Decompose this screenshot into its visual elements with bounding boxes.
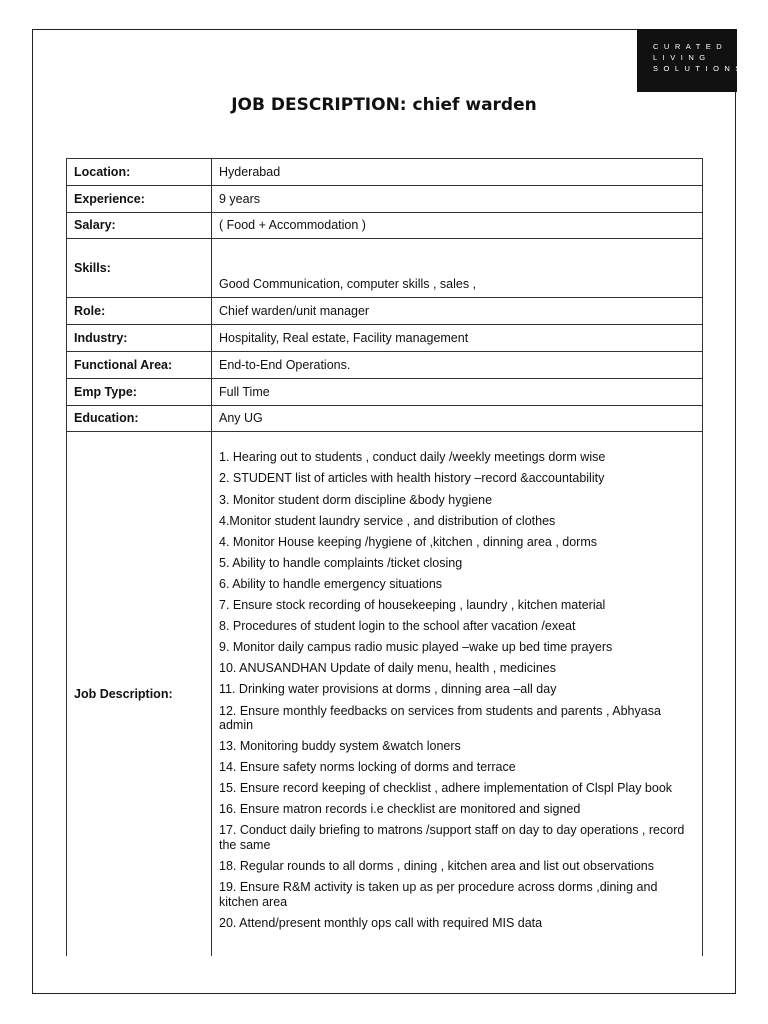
logo-line: LIVING [653,53,711,62]
job-description-label: Job Description: [67,432,212,957]
row-value: Good Communication, computer skills , sales , [212,239,703,298]
list-item: 13. Monitoring buddy system &watch loners [219,739,461,754]
list-item: 18. Regular rounds to all dorms , dining , kitchen area and list out observations [219,859,654,874]
list-item: 14. Ensure safety norms locking of dorms and terrace [219,760,516,775]
table-row [67,325,703,352]
list-item: 6. Ability to handle emergency situations [219,576,443,591]
row-value: Hyderabad [212,159,703,186]
row-value: ( Food + Accommodation ) [212,212,703,239]
list-item: 9. Monitor daily campus radio music played –wake up bed time prayers [219,640,613,655]
list-item: 16. Ensure matron records i.e checklist are monitored and signed [219,802,581,817]
row-label: Skills: [67,239,212,298]
list-item: 11. Drinking water provisions at dorms , dinning area –all day [219,682,557,697]
row-value: Any UG [212,405,703,432]
page-title: JOB DESCRIPTION: chief warden [231,95,537,115]
list-item: 12. Ensure monthly feedbacks on services from students and parents , Abhyasa admin [219,703,661,732]
company-logo [637,29,746,92]
table-row [67,351,703,378]
row-value: Chief warden/unit manager [212,298,703,325]
row-value: End-to-End Operations. [212,351,703,378]
table-row [67,432,703,957]
table-row [67,298,703,325]
row-value: Hospitality, Real estate, Facility management [212,325,703,352]
table-row [67,185,703,212]
row-value: Full Time [212,378,703,405]
table-row [67,378,703,405]
job-description-list [212,432,703,957]
list-item: 17. Conduct daily briefing to matrons /support staff on day to day operations , record the same [219,823,685,852]
list-item: 5. Ability to handle complaints /ticket closing [219,555,463,570]
list-item: 2. STUDENT list of articles with health history –record &accountability [219,471,605,486]
job-details-table [66,158,703,956]
list-item: 20. Attend/present monthly ops call with required MIS data [219,915,543,930]
table-row [67,405,703,432]
logo-line: CURATED [653,42,728,51]
row-label: Role: [67,298,212,325]
table-row [67,239,703,298]
list-item: 1. Hearing out to students , conduct daily /weekly meetings dorm wise [219,450,606,465]
row-label: Location: [67,159,212,186]
list-item: 7. Ensure stock recording of housekeeping , laundry , kitchen material [219,598,606,613]
list-item: 4. Monitor House keeping /hygiene of ,kitchen , dinning area , dorms [219,534,597,549]
row-label: Education: [67,405,212,432]
row-label: Emp Type: [67,378,212,405]
table-row [67,212,703,239]
list-item: 8. Procedures of student login to the school after vacation /exeat [219,619,576,634]
row-label: Experience: [67,185,212,212]
row-label: Functional Area: [67,351,212,378]
list-item: 4.Monitor student laundry service , and distribution of clothes [219,513,556,528]
row-label: Salary: [67,212,212,239]
list-item: 10. ANUSANDHAN Update of daily menu, health , medicines [219,661,556,676]
list-item: 15. Ensure record keeping of checklist , adhere implementation of Clspl Play book [219,781,673,796]
row-value: 9 years [212,185,703,212]
row-label: Industry: [67,325,212,352]
list-item: 19. Ensure R&M activity is taken up as per procedure across dorms ,dining and kitchen area [219,880,658,909]
list-item: 3. Monitor student dorm discipline &body hygiene [219,492,493,507]
logo-line: SOLUTIONS [653,64,746,73]
table-row [67,159,703,186]
